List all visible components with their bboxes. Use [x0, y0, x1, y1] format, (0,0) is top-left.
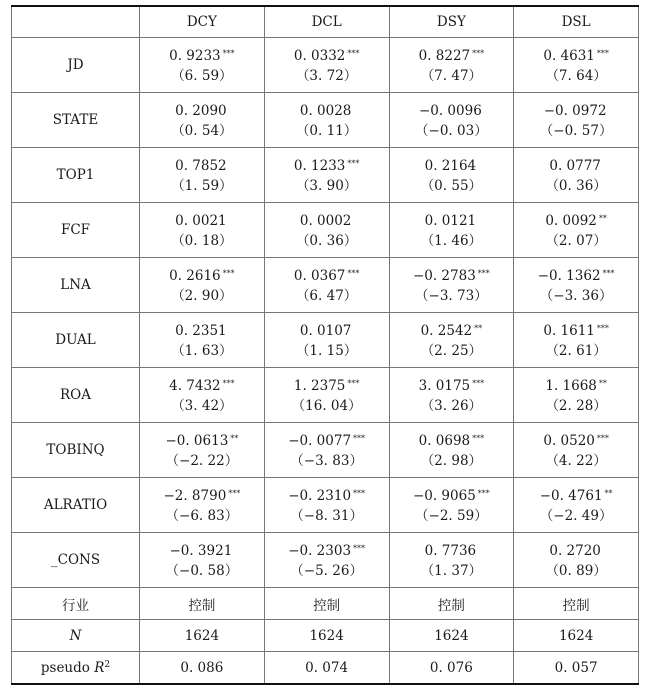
- coefficient-value: 1. 2375: [293, 378, 346, 394]
- coefficient: [265, 318, 389, 340]
- t-statistic: （−0. 03）: [415, 123, 488, 139]
- significance-stars: ***: [222, 269, 235, 278]
- coefficient-value: 0. 0002: [299, 213, 352, 229]
- coefficient-cell: [514, 423, 639, 478]
- coefficient-cell: [389, 368, 514, 423]
- significance-stars: **: [598, 379, 607, 388]
- coefficient: [140, 373, 264, 395]
- coefficient-value: 0. 0332: [293, 48, 346, 64]
- column-header: DSL: [514, 6, 639, 38]
- significance-stars: ***: [602, 269, 615, 278]
- t-statistic: （3. 26）: [420, 398, 483, 414]
- t-statistic: （0. 36）: [295, 233, 358, 249]
- significance-stars: ***: [472, 434, 485, 443]
- coefficient: [514, 98, 638, 120]
- coefficient-cell: [140, 533, 265, 588]
- cell-value: 0. 057: [514, 652, 639, 685]
- coefficient: [265, 98, 389, 120]
- coefficient-cell: [140, 368, 265, 423]
- t-statistic: （−2. 59）: [415, 508, 488, 524]
- t-statistic: （−0. 57）: [539, 123, 613, 139]
- cell-value: 控制: [389, 588, 514, 620]
- variable-row: [12, 368, 639, 423]
- coefficient: [390, 98, 514, 120]
- coefficient-cell: [264, 423, 389, 478]
- coefficient-value: 0. 0698: [418, 433, 471, 449]
- variable-name: TOBINQ: [12, 423, 140, 478]
- coefficient-cell: [514, 478, 639, 533]
- t-statistic: （6. 47）: [295, 288, 358, 304]
- variable-name: TOP1: [12, 148, 140, 203]
- significance-stars: ***: [596, 324, 609, 333]
- significance-stars: ***: [353, 544, 366, 553]
- n-row: [12, 620, 639, 652]
- coefficient-value: −0. 2303: [288, 543, 352, 559]
- coefficient-value: 0. 7736: [424, 543, 477, 559]
- cell-value: 0. 086: [140, 652, 265, 685]
- coefficient: [390, 43, 514, 65]
- coefficient-value: 0. 0520: [543, 433, 595, 449]
- coefficient-cell: [514, 258, 639, 313]
- cell-value: 1624: [514, 620, 639, 652]
- coefficient-cell: [140, 203, 265, 258]
- coefficient-value: 1. 1668: [545, 378, 597, 394]
- variable-row: [12, 533, 639, 588]
- variable-row: [12, 93, 639, 148]
- column-header: DSY: [389, 6, 514, 38]
- coefficient-value: 0. 4631: [543, 48, 595, 64]
- t-statistic: （1. 37）: [420, 563, 483, 579]
- coefficient-value: 0. 0028: [299, 103, 352, 119]
- variable-name: _CONS: [12, 533, 140, 588]
- variable-row: [12, 313, 639, 368]
- coefficient-value: −0. 3921: [169, 543, 233, 559]
- t-statistic: （0. 18）: [171, 233, 233, 249]
- cell-value: 1624: [140, 620, 265, 652]
- coefficient: [140, 208, 264, 230]
- coefficient-value: −0. 9065: [412, 488, 476, 504]
- coefficient-cell: [389, 38, 514, 93]
- t-statistic: （1. 59）: [171, 178, 233, 194]
- coefficient: [390, 208, 514, 230]
- significance-stars: **: [598, 214, 607, 223]
- variable-name: DUAL: [12, 313, 140, 368]
- row-label: 行业: [12, 588, 140, 620]
- coefficient: [265, 43, 389, 65]
- coefficient: [390, 263, 514, 285]
- row-label-var: R: [94, 659, 105, 676]
- coefficient-cell: [140, 38, 265, 93]
- coefficient-cell: [389, 533, 514, 588]
- t-statistic: （2. 90）: [171, 288, 233, 304]
- variable-name: JD: [12, 38, 140, 93]
- t-statistic: （2. 61）: [545, 343, 607, 359]
- industry-row: [12, 588, 639, 620]
- coefficient-cell: [514, 313, 639, 368]
- coefficient-value: 0. 0121: [424, 213, 477, 229]
- coefficient-value: −2. 8790: [163, 488, 227, 504]
- t-statistic: （−8. 31）: [290, 508, 363, 524]
- coefficient: [265, 208, 389, 230]
- coefficient-value: 0. 0092: [545, 213, 597, 229]
- cell-value: 0. 074: [264, 652, 389, 685]
- significance-stars: ***: [347, 379, 360, 388]
- coefficient-cell: [514, 38, 639, 93]
- coefficient-value: 0. 1233: [293, 158, 346, 174]
- coefficient: [514, 263, 638, 285]
- significance-stars: **: [230, 434, 239, 443]
- significance-stars: ***: [472, 49, 485, 58]
- variable-row: [12, 478, 639, 533]
- coefficient: [265, 428, 389, 450]
- coefficient: [514, 373, 638, 395]
- t-statistic: （−3. 73）: [415, 288, 488, 304]
- coefficient: [140, 428, 264, 450]
- coefficient: [265, 373, 389, 395]
- significance-stars: ***: [222, 49, 235, 58]
- coefficient: [390, 373, 514, 395]
- significance-stars: ***: [477, 489, 490, 498]
- variable-row: [12, 148, 639, 203]
- coefficient: [265, 483, 389, 505]
- coefficient-value: 3. 0175: [418, 378, 471, 394]
- coefficient-cell: [140, 93, 265, 148]
- coefficient-cell: [140, 313, 265, 368]
- row-label: [12, 652, 140, 685]
- t-statistic: （−5. 26）: [290, 563, 363, 579]
- coefficient-cell: [389, 93, 514, 148]
- t-statistic: （−0. 58）: [165, 563, 239, 579]
- row-label: N: [12, 620, 140, 652]
- variable-name: ALRATIO: [12, 478, 140, 533]
- coefficient-value: −0. 4761: [539, 488, 603, 504]
- t-statistic: （7. 47）: [420, 68, 483, 84]
- t-statistic: （2. 25）: [420, 343, 483, 359]
- coefficient-value: 0. 7852: [175, 158, 227, 174]
- table-body: [12, 38, 639, 685]
- coefficient-cell: [389, 203, 514, 258]
- t-statistic: （−6. 83）: [165, 508, 239, 524]
- coefficient: [265, 538, 389, 560]
- coefficient-cell: [264, 148, 389, 203]
- coefficient-value: −0. 0613: [165, 433, 229, 449]
- t-statistic: （0. 54）: [171, 123, 233, 139]
- coefficient: [140, 153, 264, 175]
- significance-stars: ***: [596, 49, 609, 58]
- variable-name: FCF: [12, 203, 140, 258]
- significance-stars: ***: [222, 379, 235, 388]
- t-statistic: （−3. 83）: [290, 453, 363, 469]
- coefficient-cell: [514, 148, 639, 203]
- cell-value: 1624: [389, 620, 514, 652]
- coefficient-value: −0. 0077: [288, 433, 352, 449]
- significance-stars: **: [604, 489, 613, 498]
- coefficient: [390, 318, 514, 340]
- coefficient-value: −0. 2310: [288, 488, 352, 504]
- header-row: [12, 6, 639, 38]
- coefficient-cell: [140, 478, 265, 533]
- coefficient-cell: [264, 203, 389, 258]
- coefficient: [390, 538, 514, 560]
- coefficient-cell: [264, 533, 389, 588]
- t-statistic: （−2. 22）: [165, 453, 239, 469]
- t-statistic: （2. 28）: [545, 398, 607, 414]
- significance-stars: **: [474, 324, 483, 333]
- coefficient-cell: [389, 423, 514, 478]
- coefficient-cell: [389, 258, 514, 313]
- t-statistic: （0. 89）: [545, 563, 607, 579]
- coefficient-cell: [264, 313, 389, 368]
- coefficient-value: 4. 7432: [169, 378, 221, 394]
- coefficient: [390, 428, 514, 450]
- t-statistic: （16. 04）: [291, 398, 362, 414]
- variable-name: STATE: [12, 93, 140, 148]
- t-statistic: （−2. 49）: [539, 508, 613, 524]
- coefficient: [514, 318, 638, 340]
- row-label-text: pseudo: [40, 659, 95, 676]
- variable-row: [12, 258, 639, 313]
- coefficient-cell: [264, 368, 389, 423]
- coefficient-cell: [264, 38, 389, 93]
- coefficient: [265, 153, 389, 175]
- coefficient-value: 0. 8227: [418, 48, 471, 64]
- coefficient-cell: [140, 423, 265, 478]
- coefficient: [514, 428, 638, 450]
- coefficient-cell: [514, 368, 639, 423]
- t-statistic: （6. 59）: [171, 68, 233, 84]
- significance-stars: ***: [347, 49, 360, 58]
- t-statistic: （0. 55）: [420, 178, 483, 194]
- coefficient: [514, 483, 638, 505]
- significance-stars: ***: [347, 269, 360, 278]
- coefficient: [140, 263, 264, 285]
- coefficient-cell: [264, 478, 389, 533]
- regression-table: [11, 5, 639, 685]
- t-statistic: （0. 11）: [295, 123, 358, 139]
- pseudo-r2-row: [12, 652, 639, 685]
- significance-stars: ***: [353, 489, 366, 498]
- coefficient-value: 0. 9233: [169, 48, 221, 64]
- t-statistic: （4. 22）: [545, 453, 607, 469]
- cell-value: 0. 076: [389, 652, 514, 685]
- significance-stars: ***: [347, 159, 360, 168]
- variable-row: [12, 423, 639, 478]
- coefficient: [140, 318, 264, 340]
- coefficient-value: 0. 2090: [175, 103, 227, 119]
- t-statistic: （7. 64）: [545, 68, 607, 84]
- significance-stars: ***: [472, 379, 485, 388]
- t-statistic: （1. 63）: [171, 343, 233, 359]
- t-statistic: （3. 90）: [295, 178, 358, 194]
- coefficient-cell: [389, 148, 514, 203]
- coefficient-value: 0. 2720: [549, 543, 601, 559]
- coefficient-value: 0. 0777: [549, 158, 601, 174]
- column-header: DCY: [140, 6, 265, 38]
- coefficient-cell: [264, 258, 389, 313]
- column-header: DCL: [264, 6, 389, 38]
- coefficient-value: 0. 2616: [169, 268, 221, 284]
- coefficient: [140, 483, 264, 505]
- coefficient-value: 0. 0367: [293, 268, 346, 284]
- coefficient: [514, 153, 638, 175]
- coefficient-value: 0. 0021: [175, 213, 227, 229]
- coefficient-cell: [389, 478, 514, 533]
- variable-row: [12, 38, 639, 93]
- t-statistic: （3. 72）: [295, 68, 358, 84]
- t-statistic: （−3. 36）: [539, 288, 613, 304]
- coefficient: [390, 483, 514, 505]
- t-statistic: （2. 98）: [420, 453, 483, 469]
- coefficient-cell: [514, 203, 639, 258]
- coefficient-value: 0. 2164: [424, 158, 477, 174]
- coefficient-value: 0. 1611: [543, 323, 595, 339]
- coefficient: [140, 538, 264, 560]
- t-statistic: （0. 36）: [545, 178, 607, 194]
- coefficient-value: −0. 0096: [418, 103, 482, 119]
- row-label-sup: 2: [104, 659, 111, 670]
- coefficient-cell: [389, 313, 514, 368]
- coefficient-value: −0. 2783: [412, 268, 476, 284]
- coefficient-cell: [140, 148, 265, 203]
- coefficient: [514, 538, 638, 560]
- coefficient-value: −0. 1362: [537, 268, 601, 284]
- significance-stars: ***: [596, 434, 609, 443]
- coefficient: [265, 263, 389, 285]
- variable-name: ROA: [12, 368, 140, 423]
- t-statistic: （1. 46）: [420, 233, 483, 249]
- cell-value: 控制: [140, 588, 265, 620]
- coefficient-value: 0. 2542: [420, 323, 473, 339]
- coefficient-value: 0. 2351: [175, 323, 227, 339]
- significance-stars: ***: [353, 434, 366, 443]
- coefficient-value: −0. 0972: [543, 103, 607, 119]
- coefficient-cell: [514, 533, 639, 588]
- coefficient-cell: [140, 258, 265, 313]
- coefficient-cell: [264, 93, 389, 148]
- coefficient: [140, 43, 264, 65]
- t-statistic: （3. 42）: [171, 398, 233, 414]
- coefficient-cell: [514, 93, 639, 148]
- coefficient-value: 0. 0107: [299, 323, 352, 339]
- coefficient: [140, 98, 264, 120]
- header-corner: [12, 6, 140, 38]
- t-statistic: （1. 15）: [295, 343, 358, 359]
- variable-name: LNA: [12, 258, 140, 313]
- significance-stars: ***: [228, 489, 241, 498]
- significance-stars: ***: [477, 269, 490, 278]
- cell-value: 控制: [514, 588, 639, 620]
- cell-value: 控制: [264, 588, 389, 620]
- cell-value: 1624: [264, 620, 389, 652]
- coefficient: [514, 43, 638, 65]
- coefficient: [390, 153, 514, 175]
- variable-row: [12, 203, 639, 258]
- t-statistic: （2. 07）: [545, 233, 607, 249]
- coefficient: [514, 208, 638, 230]
